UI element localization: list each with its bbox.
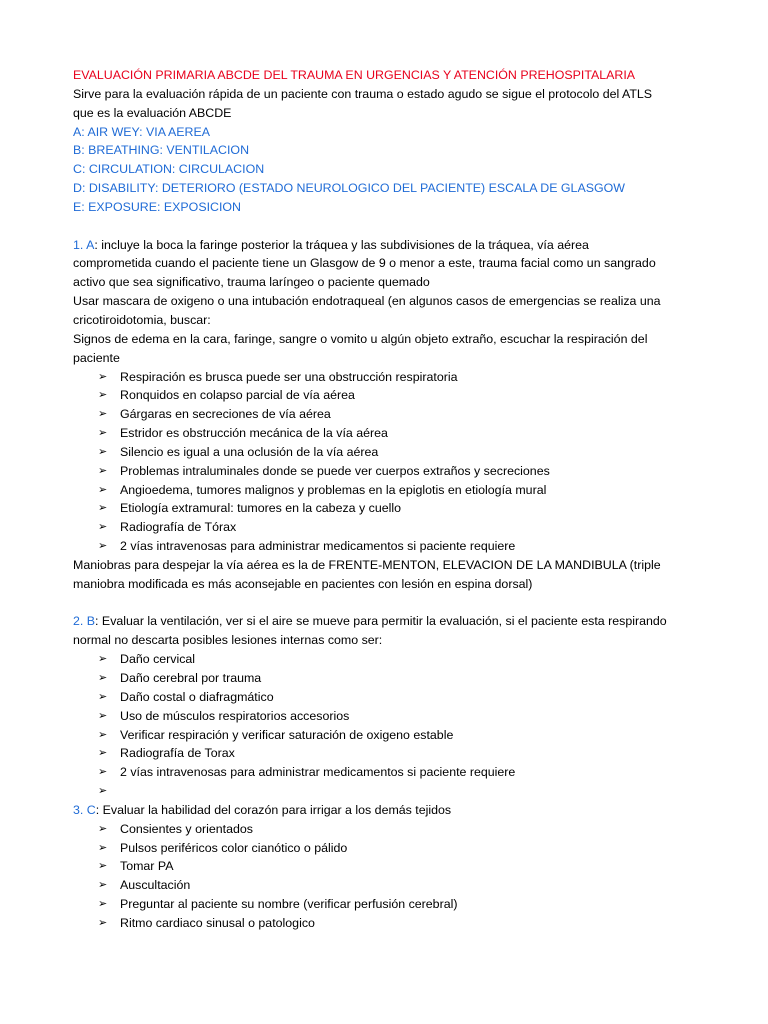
list-item	[73, 650, 703, 669]
abcde-item-b: B: BREATHING: VENTILACION	[73, 143, 250, 158]
arrow-bullet-icon: ➢	[98, 502, 108, 515]
list-item	[73, 820, 703, 839]
spacer	[73, 217, 703, 236]
arrow-bullet-icon: ➢	[98, 483, 108, 496]
intro-line-1: Sirve para la evaluación rápida de un paciente con trauma o estado agudo se sigue el protocolo del ATLS	[73, 86, 653, 101]
section-a-bullet-list	[73, 368, 703, 556]
list-item-text: Gárgaras en secreciones de vía aérea	[120, 407, 331, 422]
arrow-bullet-icon: ➢	[98, 389, 108, 402]
document-body	[73, 66, 703, 933]
section-b-bullet-list	[73, 650, 703, 801]
arrow-bullet-icon: ➢	[98, 370, 108, 383]
abcde-item-a: A: AIR WEY: VIA AEREA	[73, 124, 211, 139]
list-item	[73, 688, 703, 707]
arrow-bullet-icon: ➢	[98, 898, 108, 911]
list-item	[73, 763, 703, 782]
list-item	[73, 669, 703, 688]
list-item-text: Radiografía de Tórax	[120, 520, 237, 535]
text-line: Maniobras para despejar la vía aérea es la de FRENTE-MENTON, ELEVACION DE LA MANDIBULA (triple	[73, 557, 661, 572]
arrow-bullet-icon: ➢	[98, 672, 108, 684]
text-line: activo que sea significativo, trauma laríngeo o paciente quemado	[73, 275, 430, 290]
section-b-first-line	[73, 612, 703, 631]
abcde-item-c: C: CIRCULATION: CIRCULACION	[73, 162, 265, 177]
text-line: Signos de edema en la cara, faringe, sangre o vomito u algún objeto extraño, escuchar la respiración del	[73, 331, 648, 346]
abcde-item-e: E: EXPOSURE: EXPOSICION	[73, 199, 242, 214]
section-a-label: 1. A	[73, 237, 95, 252]
list-item-text: Auscultación	[120, 878, 191, 893]
list-item	[73, 726, 703, 745]
section-c-bullet-list	[73, 820, 703, 933]
list-item-text: 2 vías intravenosas para administrar medicamentos si paciente requiere	[120, 765, 516, 780]
list-item	[73, 839, 703, 858]
section-c-first-line	[73, 801, 703, 820]
list-item-text: Pulsos periféricos color cianótico o pálido	[120, 840, 348, 855]
list-item-text: Uso de músculos respiratorios accesorios	[120, 708, 350, 723]
list-item-text: Angioedema, tumores malignos y problemas en la epiglotis en etiología mural	[120, 482, 547, 497]
arrow-bullet-icon: ➢	[98, 445, 108, 458]
list-item-text: Ronquidos en colapso parcial de vía aérea	[120, 388, 355, 403]
list-item	[73, 462, 703, 481]
list-item	[73, 782, 703, 801]
list-item	[73, 876, 703, 895]
arrow-bullet-icon: ➢	[98, 841, 108, 854]
list-item	[73, 518, 703, 537]
arrow-bullet-icon: ➢	[98, 521, 108, 534]
arrow-bullet-icon: ➢	[98, 690, 108, 703]
arrow-bullet-icon: ➢	[98, 540, 108, 553]
list-item	[73, 499, 703, 518]
list-item-text: 2 vías intravenosas para administrar medicamentos si paciente requiere	[120, 539, 516, 554]
list-item	[73, 744, 703, 763]
list-item-text: Respiración es brusca puede ser una obstrucción respiratoria	[120, 369, 458, 384]
list-item-text: Problemas intraluminales donde se puede ver cuerpos extraños y secreciones	[120, 463, 550, 478]
arrow-bullet-icon: ➢	[98, 916, 108, 929]
list-item-text: Ritmo cardiaco sinusal o patologico	[120, 915, 315, 930]
list-item-text: Consientes y orientados	[120, 821, 253, 836]
arrow-bullet-icon: ➢	[98, 427, 108, 440]
arrow-bullet-icon: ➢	[98, 709, 108, 722]
arrow-bullet-icon: ➢	[98, 747, 108, 760]
list-item	[73, 386, 703, 405]
list-item	[73, 537, 703, 556]
section-a-lines	[73, 254, 703, 367]
section-b-first-text: : Evaluar la ventilación, ver si el aire se mueve para permitir la evaluación, si el paciente esta respirando	[95, 614, 667, 629]
arrow-bullet-icon: ➢	[98, 653, 108, 666]
list-item-text: Verificar respiración y verificar saturación de oxigeno estable	[120, 727, 454, 742]
section-b-label: 2. B	[73, 614, 96, 629]
list-item	[73, 857, 703, 876]
arrow-bullet-icon: ➢	[98, 408, 108, 421]
arrow-bullet-icon: ➢	[98, 728, 108, 741]
arrow-bullet-icon: ➢	[98, 822, 108, 835]
section-a-first-line	[73, 236, 703, 255]
text-line: cricotiroidotomia, buscar:	[73, 312, 211, 327]
text-line: normal no descarta posibles lesiones internas como ser:	[73, 633, 383, 648]
intro-line-2: que es la evaluación ABCDE	[73, 105, 232, 120]
list-item-text: Daño costal o diafragmático	[120, 689, 274, 704]
text-line: maniobra modificada es más aconsejable en pacientes con lesión en espina dorsal)	[73, 576, 533, 591]
section-c-label: 3. C	[73, 802, 96, 817]
text-line: comprometida cuando el paciente tiene un Glasgow de 9 o menor a este, trauma facial como un sangrado	[73, 256, 656, 271]
list-item-text: Tomar PA	[120, 859, 174, 874]
arrow-bullet-icon: ➢	[98, 464, 108, 477]
list-item	[73, 707, 703, 726]
abcde-item-d: D: DISABILITY: DETERIORO (ESTADO NEUROLOGICO DEL PACIENTE) ESCALA DE GLASGOW	[73, 181, 625, 196]
section-c-first-text: : Evaluar la habilidad del corazón para irrigar a los demás tejidos	[95, 802, 452, 817]
section-a-after	[73, 556, 703, 594]
list-item	[73, 424, 703, 443]
list-item	[73, 481, 703, 500]
list-item	[73, 405, 703, 424]
text-line: Usar mascara de oxigeno o una intubación endotraqueal (en algunos casos de emergencias se realiza una	[73, 294, 661, 309]
list-item-text: Daño cervical	[120, 652, 196, 667]
text-line: paciente	[73, 350, 120, 365]
spacer	[73, 594, 703, 613]
list-item	[73, 895, 703, 914]
list-item	[73, 914, 703, 933]
section-a-first-text: : incluye la boca la faringe posterior la tráquea y las subdivisiones de la tráquea, vía aérea	[94, 237, 589, 252]
list-item-text: Radiografía de Torax	[120, 746, 235, 761]
section-b-lines	[73, 631, 703, 650]
document-title: EVALUACIÓN PRIMARIA ABCDE DEL TRAUMA EN URGENCIAS Y ATENCIÓN PREHOSPITALARIA	[73, 68, 636, 82]
list-item	[73, 368, 703, 387]
list-item-text: Estridor es obstrucción mecánica de la vía aérea	[120, 426, 388, 441]
list-item	[73, 443, 703, 462]
arrow-bullet-icon: ➢	[98, 860, 108, 873]
list-item-text: Etiología extramural: tumores en la cabeza y cuello	[120, 501, 401, 516]
arrow-bullet-icon: ➢	[98, 766, 108, 779]
list-item-text: Silencio es igual a una oclusión de la vía aérea	[120, 444, 379, 459]
arrow-bullet-icon: ➢	[98, 879, 108, 892]
list-item-text: Daño cerebral por trauma	[120, 671, 262, 685]
arrow-bullet-icon: ➢	[98, 785, 108, 798]
list-item-text: Preguntar al paciente su nombre (verificar perfusión cerebral)	[120, 897, 458, 912]
